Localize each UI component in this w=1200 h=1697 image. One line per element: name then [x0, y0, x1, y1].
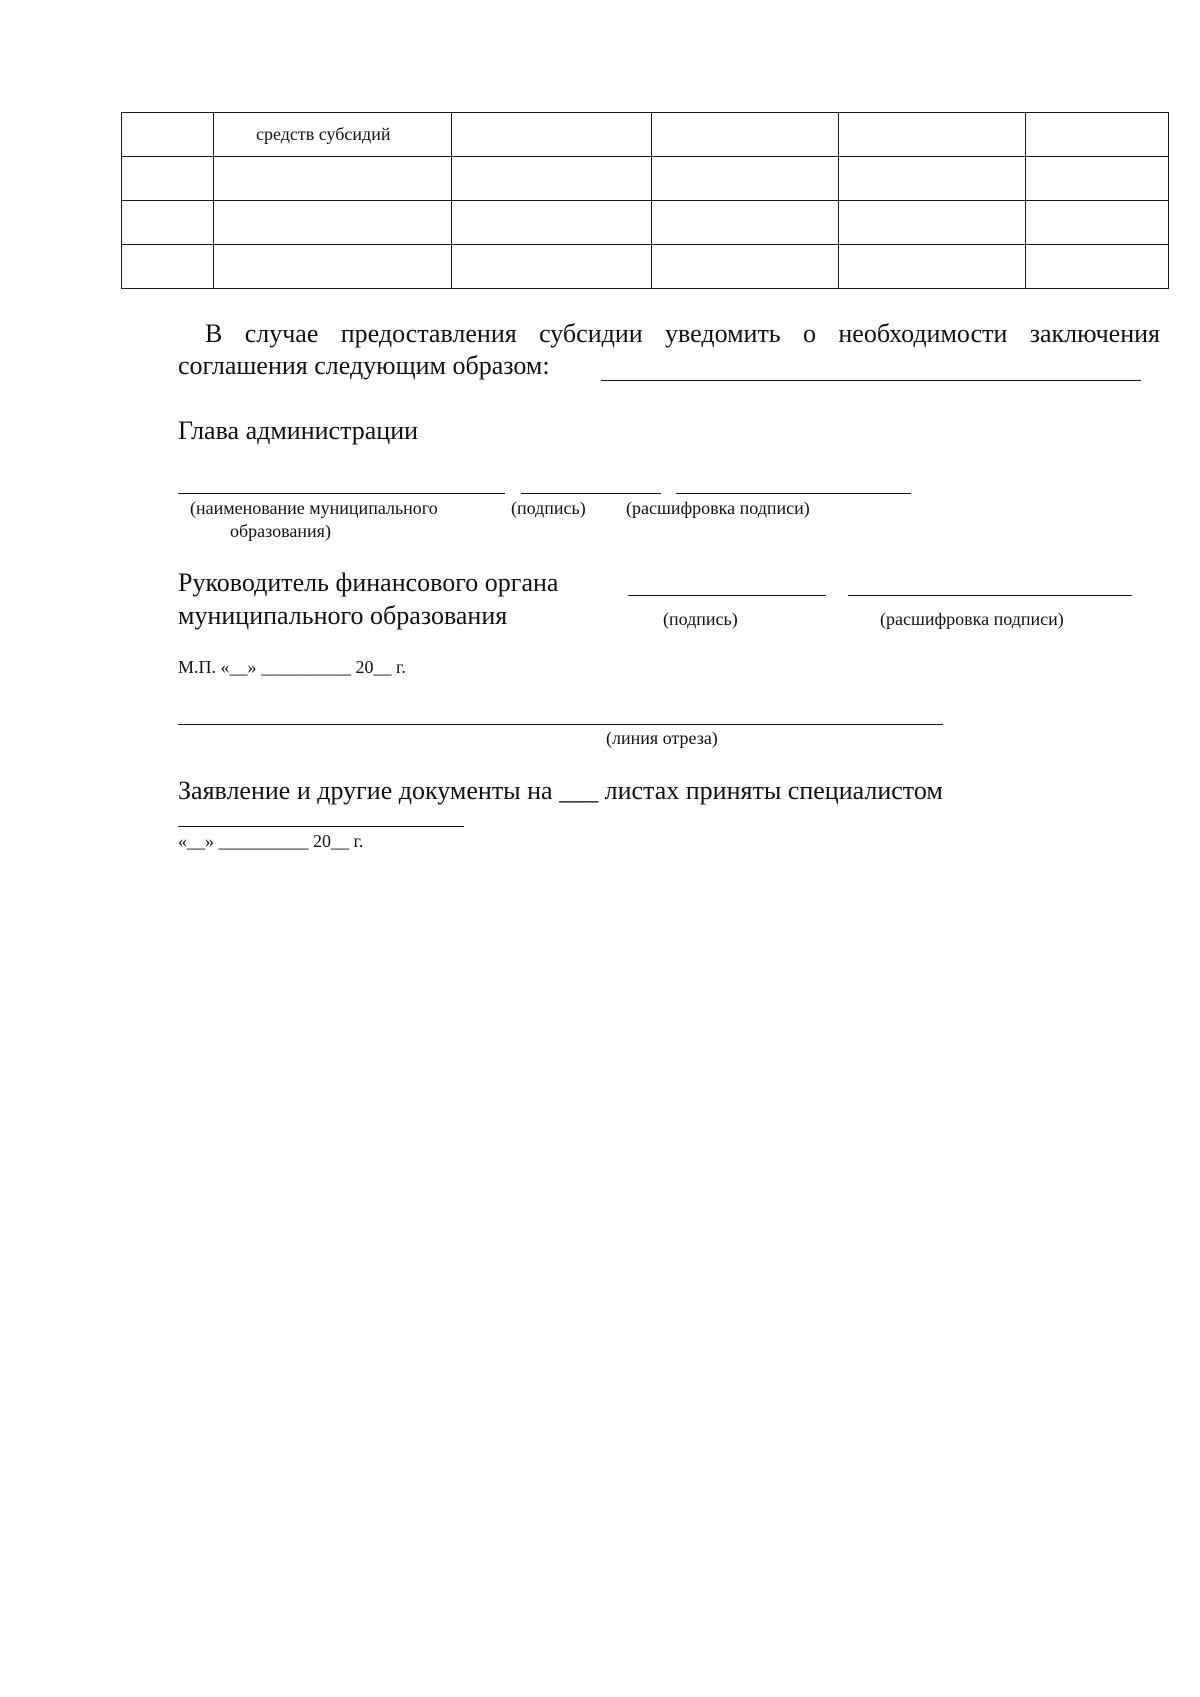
table-cell [839, 201, 1026, 245]
table-cell [839, 245, 1026, 289]
table-cell [1026, 157, 1169, 201]
table-cell [122, 245, 214, 289]
specialist-name-field[interactable] [178, 826, 464, 827]
caption-finance-decoding: (расшифровка подписи) [880, 609, 1064, 629]
table-cell [1026, 245, 1169, 289]
table-cell [122, 113, 214, 157]
head-decoding-field[interactable] [676, 493, 911, 494]
table-cell [452, 157, 652, 201]
table-cell [122, 157, 214, 201]
subsidy-table [121, 112, 1169, 289]
table-cell [839, 113, 1026, 157]
cut-line [178, 724, 943, 725]
notification-method-field[interactable] [601, 380, 1141, 381]
table-row [122, 113, 1169, 157]
table-cell: средств субсидий [214, 113, 452, 157]
head-signature-field[interactable] [521, 493, 661, 494]
caption-signature: (подпись) [511, 498, 586, 518]
municipality-name-field[interactable] [178, 493, 505, 494]
receipt-date: «__» __________ 20__ г. [178, 831, 364, 851]
caption-municipality: (наименование муниципального [190, 498, 438, 518]
table-cell [452, 245, 652, 289]
table-cell [1026, 113, 1169, 157]
caption-decoding: (расшифровка подписи) [626, 498, 810, 518]
table-cell [652, 113, 839, 157]
table-cell [652, 157, 839, 201]
table-cell [214, 157, 452, 201]
table-cell [122, 201, 214, 245]
table-cell [1026, 201, 1169, 245]
stamp-date: М.П. «__» __________ 20__ г. [178, 657, 406, 677]
table-cell [214, 201, 452, 245]
table-row [122, 201, 1169, 245]
finance-title-line-1: Руководитель финансового органа [178, 568, 559, 597]
table-cell [452, 113, 652, 157]
table-cell [652, 201, 839, 245]
cut-line-caption: (линия отреза) [606, 728, 718, 748]
caption-municipality-2: образования) [230, 521, 331, 541]
head-title: Глава администрации [178, 416, 419, 445]
table-cell [652, 245, 839, 289]
table-cell [214, 245, 452, 289]
table-cell [839, 157, 1026, 201]
receipt-text: Заявление и другие документы на ___ листах приняты специалистом [178, 776, 943, 805]
paragraph-line-1: В случае предоставления субсидии уведомить о необходимости заключения [205, 319, 1160, 348]
table-row [122, 245, 1169, 289]
finance-title-line-2: муниципального образования [178, 601, 508, 630]
finance-signature-field[interactable] [628, 595, 826, 596]
paragraph-line-2: соглашения следующим образом: [178, 351, 550, 380]
table-row [122, 157, 1169, 201]
table-cell [452, 201, 652, 245]
finance-decoding-field[interactable] [848, 595, 1132, 596]
caption-finance-signature: (подпись) [663, 609, 738, 629]
